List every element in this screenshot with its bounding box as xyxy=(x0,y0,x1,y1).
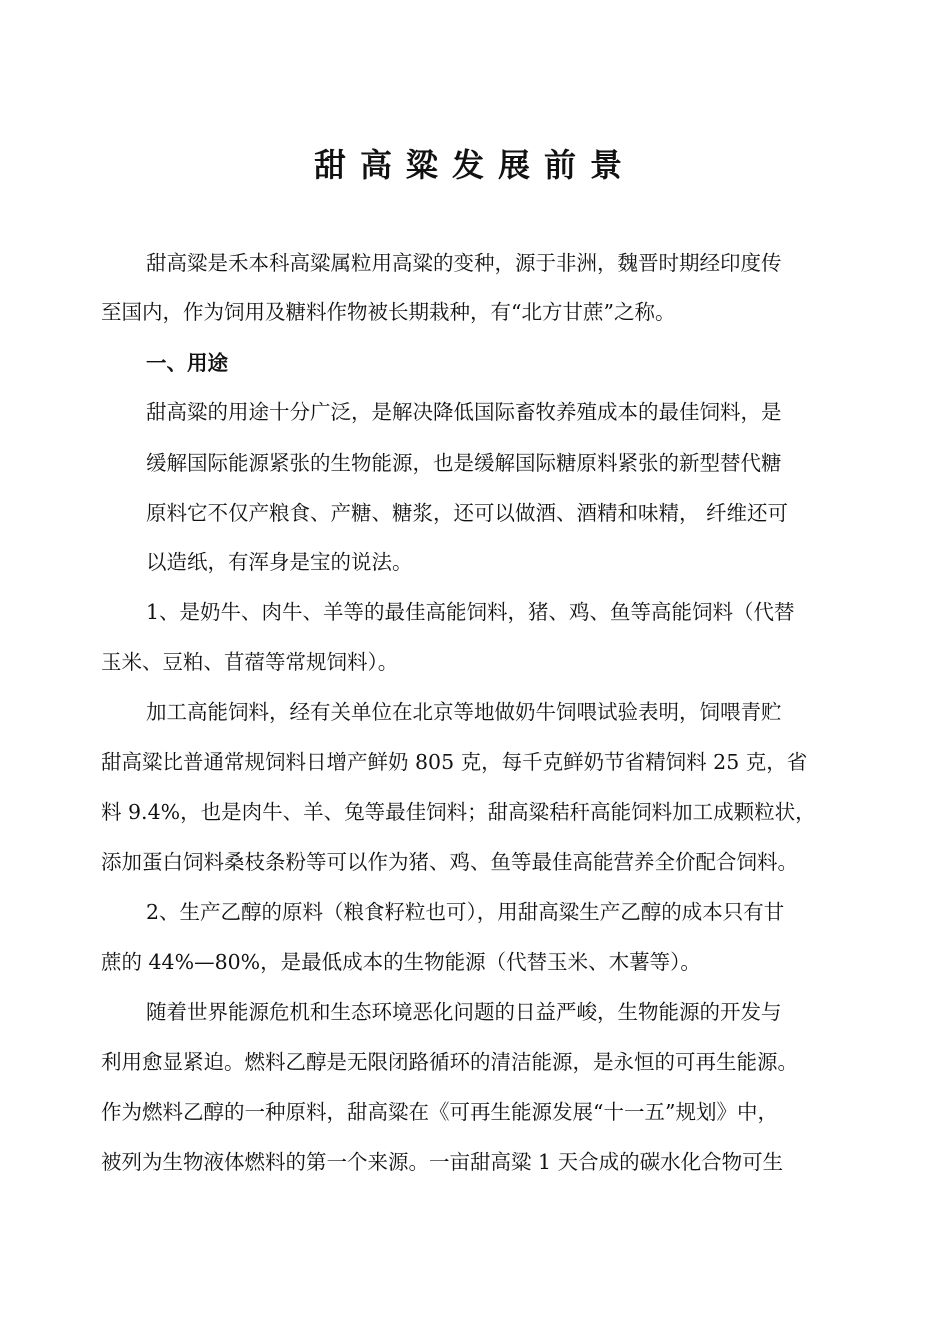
paragraph-line: 玉米、豆粕、苜蓿等常规饲料）。 xyxy=(101,650,399,674)
section-heading: 一、用途 xyxy=(146,351,228,375)
paragraph-line: 加工高能饲料，经有关单位在北京等地做奶牛饲喂试验表明，饲喂青贮 xyxy=(146,700,782,724)
paragraph-line: 甜高粱的用途十分广泛，是解决降低国际畜牧养殖成本的最佳饲料，是 xyxy=(146,400,782,424)
paragraph-line: 利用愈显紧迫。燃料乙醇是无限闭路循环的清洁能源，是永恒的可再生能源。 xyxy=(101,1050,798,1074)
paragraph-line: 甜高粱比普通常规饲料日增产鲜奶 805 克，每千克鲜奶节省精饲料 25 克，省 xyxy=(101,750,808,774)
paragraph-line: 作为燃料乙醇的一种原料，甜高粱在《可再生能源发展“十一五”规划》中， xyxy=(101,1100,778,1124)
paragraph-line: 2、生产乙醇的原料（粮食籽粒也可），用甜高粱生产乙醇的成本只有甘 xyxy=(146,900,785,924)
paragraph-line: 添加蛋白饲料桑枝条粉等可以作为猪、鸡、鱼等最佳高能营养全价配合饲料。 xyxy=(101,850,798,874)
paragraph-line: 料 9.4%，也是肉牛、羊、兔等最佳饲料；甜高粱秸秆高能饲料加工成颗粒状， xyxy=(101,800,816,824)
page-title: 甜高粱发展前景 xyxy=(313,146,636,184)
paragraph-line: 至国内，作为饲用及糖料作物被长期栽种，有“北方甘蔗”之称。 xyxy=(101,300,676,324)
paragraph-line: 原料它不仅产粮食、产糖、糖浆，还可以做酒、酒精和味精， 纤维还可 xyxy=(146,501,789,525)
paragraph-line: 随着世界能源危机和生态环境恶化问题的日益严峻，生物能源的开发与 xyxy=(146,1000,782,1024)
paragraph-line: 以造纸，有浑身是宝的说法。 xyxy=(146,550,413,574)
paragraph-line: 蔗的 44%—80%，是最低成本的生物能源（代替玉米、木薯等）。 xyxy=(101,950,701,974)
paragraph-line: 1、是奶牛、肉牛、羊等的最佳高能饲料，猪、鸡、鱼等高能饲料（代替 xyxy=(146,600,795,624)
paragraph-line: 缓解国际能源紧张的生物能源，也是缓解国际糖原料紧张的新型替代糖 xyxy=(146,451,782,475)
paragraph-line: 甜高粱是禾本科高粱属粒用高粱的变种，源于非洲，魏晋时期经印度传 xyxy=(146,251,782,275)
paragraph-line: 被列为生物液体燃料的第一个来源。一亩甜高粱 1 天合成的碳水化合物可生 xyxy=(101,1150,784,1174)
